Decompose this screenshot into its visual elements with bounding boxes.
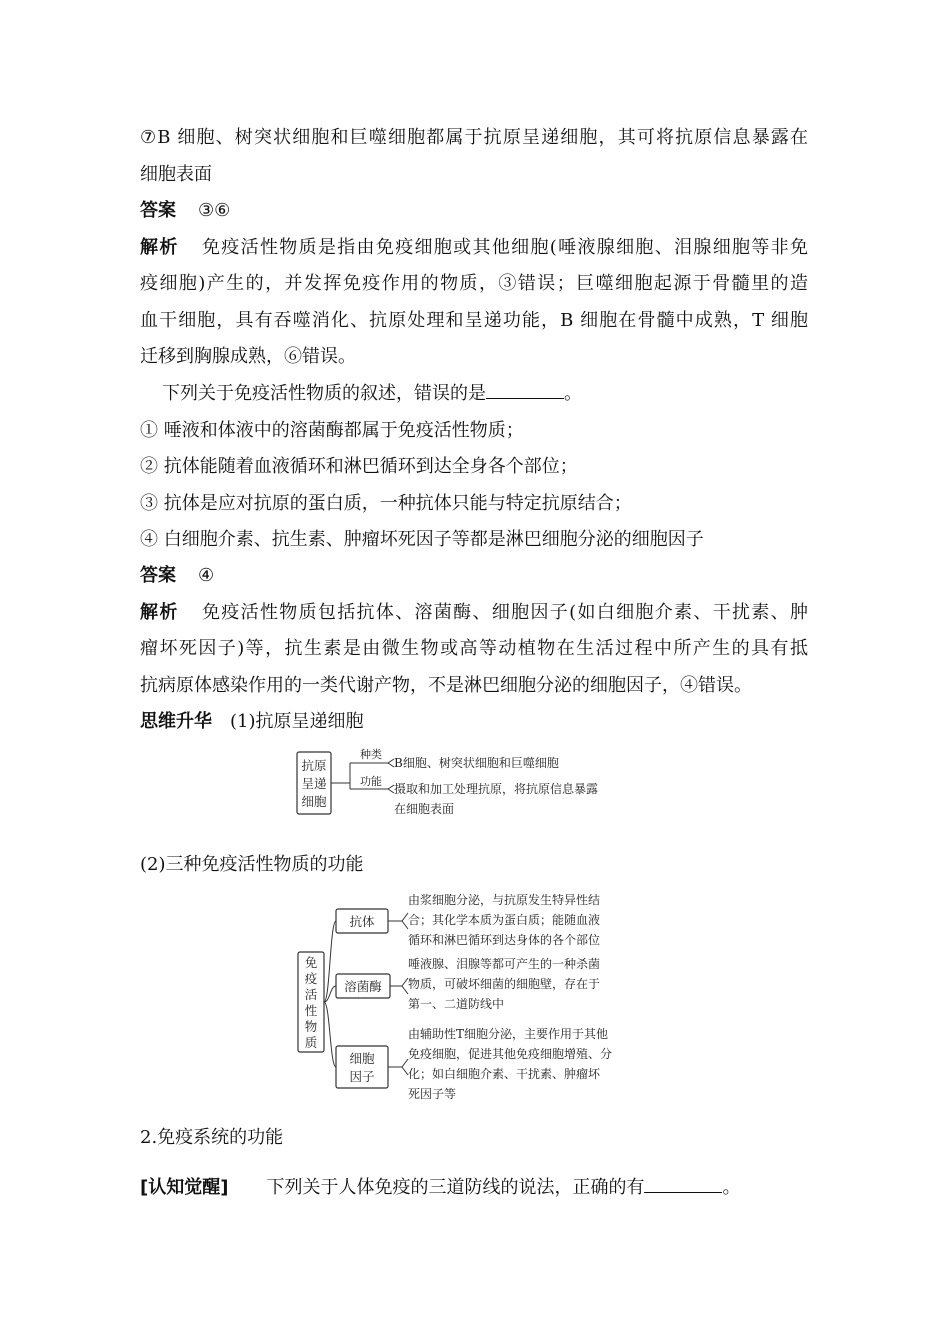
section-2-title: 2.免疫系统的功能: [140, 1127, 284, 1148]
kind-label: 种类: [360, 748, 382, 761]
root-label-3: 细胞: [301, 794, 327, 809]
cytokine-label-1: 细胞: [349, 1051, 375, 1066]
option-1: ① 唾液和体液中的溶菌酶都属于免疫活性物质；: [140, 420, 524, 441]
option-3: ③ 抗体是应对抗原的蛋白质，一种抗体只能与特定抗原结合；: [140, 493, 632, 514]
cytokine-desc-3: 化；如白细胞介素、干扰素、肿瘤坏: [408, 1067, 601, 1081]
answer-value: ③⑥: [198, 200, 231, 221]
option-2: ② 抗体能随着血液循环和淋巴循环到达全身各个部位；: [140, 456, 578, 477]
statement-7-line2: 细胞表面: [140, 164, 212, 185]
cytokine-desc-1: 由辅助性T细胞分泌，主要作用于其他: [408, 1027, 609, 1041]
function-text-2: 在细胞表面: [394, 802, 455, 816]
function-label: 功能: [360, 775, 382, 788]
cytokine-desc-4: 死因子等: [408, 1087, 457, 1100]
branch: [324, 1002, 336, 1067]
svg-text:活: 活: [304, 987, 318, 1002]
analysis-label: 解析: [140, 237, 179, 258]
svg-text:质: 质: [304, 1035, 318, 1050]
lysozyme-label: 溶菌酶: [344, 979, 382, 994]
lysozyme-desc-2: 物质，可破坏细菌的细胞壁，存在于: [408, 977, 601, 991]
analysis-2-line3: 抗病原体感染作用的一类代谢产物，不是淋巴细胞分泌的细胞因子，④错误。: [140, 675, 752, 696]
cognition-question: [认知觉醒] 下列关于人体免疫的三道防线的说法，正确的有 。: [140, 1177, 741, 1198]
answer-value: ④: [198, 565, 215, 586]
question-2-stem: 下列关于免疫活性物质的叙述，错误的是 。: [162, 383, 582, 404]
svg-text:物: 物: [304, 1019, 318, 1034]
antibody-desc-2: 合；其化学本质为蛋白质；能随血液: [408, 913, 601, 927]
lysozyme-desc-1: 唾液腺、泪腺等都可产生的一种杀菌: [408, 957, 601, 971]
analysis-1-line4: 迁移到胸腺成熟，⑥错误。: [140, 346, 356, 367]
svg-text:性: 性: [304, 1003, 318, 1018]
summary-sub2: (2)三种免疫活性物质的功能: [140, 854, 364, 875]
answer-label: 答案: [140, 565, 176, 586]
answer-blank: [644, 1176, 722, 1193]
analysis-1-line1: 解析 免疫活性物质是指由免疫细胞或其他细胞(唾液腺细胞、泪腺细胞等非免: [140, 237, 808, 258]
cognition-label: [认知觉醒]: [140, 1177, 229, 1198]
analysis-1-line3: 血干细胞，具有吞噬消化、抗原处理和呈递功能，B 细胞在骨髓中成熟，T 细胞: [140, 310, 808, 331]
root-label-2: 呈递: [301, 776, 327, 791]
option-4: ④ 白细胞介素、抗生素、肿瘤坏死因子等都是淋巴细胞分泌的细胞因子: [140, 529, 704, 550]
svg-text:疫: 疫: [304, 971, 318, 986]
answer-blank: [486, 382, 564, 399]
antibody-desc-3: 循环和淋巴循环到达身体的各个部位: [408, 933, 601, 947]
analysis-label: 解析: [140, 602, 179, 623]
kind-text: B细胞、树突状细胞和巨噬细胞: [394, 756, 559, 770]
analysis-2-line2: 瘤坏死因子)等，抗生素是由微生物或高等动植物在生活过程中所产生的具有抵: [140, 638, 808, 659]
answer-label: 答案: [140, 200, 176, 221]
function-text-1: 摄取和加工处理抗原，将抗原信息暴露: [394, 782, 599, 796]
summary-heading: [140, 710, 364, 734]
svg-text:免: 免: [304, 955, 318, 970]
analysis-1-line2: 疫细胞)产生的，并发挥免疫作用的物质，③错误；巨噬细胞起源于骨髓里的造: [140, 273, 808, 294]
statement-7-line1: ⑦B 细胞、树突状细胞和巨噬细胞都属于抗原呈递细胞，其可将抗原信息暴露在: [140, 127, 808, 148]
cytokine-desc-2: 免疫细胞，促进其他免疫细胞增殖、分: [408, 1047, 613, 1061]
summary-sub1: (1)抗原呈递细胞: [230, 711, 364, 732]
antibody-label: 抗体: [349, 914, 375, 929]
lysozyme-desc-3: 第一、二道防线中: [408, 997, 505, 1011]
branch: [324, 921, 336, 1002]
answer-2: [140, 564, 214, 588]
antigen-presenting-cell-diagram: [290, 744, 660, 822]
analysis-2-line1: 解析 免疫活性物质包括抗体、溶菌酶、细胞因子(如白细胞介素、干扰素、肿: [140, 602, 808, 623]
root-label-1: 抗原: [301, 758, 327, 773]
immune-substance-diagram: [290, 890, 660, 1100]
cytokine-label-2: 因子: [349, 1069, 375, 1084]
antibody-desc-1: 由浆细胞分泌，与抗原发生特异性结: [408, 893, 601, 907]
summary-label: 思维升华: [140, 711, 212, 732]
answer-1: [140, 199, 230, 223]
